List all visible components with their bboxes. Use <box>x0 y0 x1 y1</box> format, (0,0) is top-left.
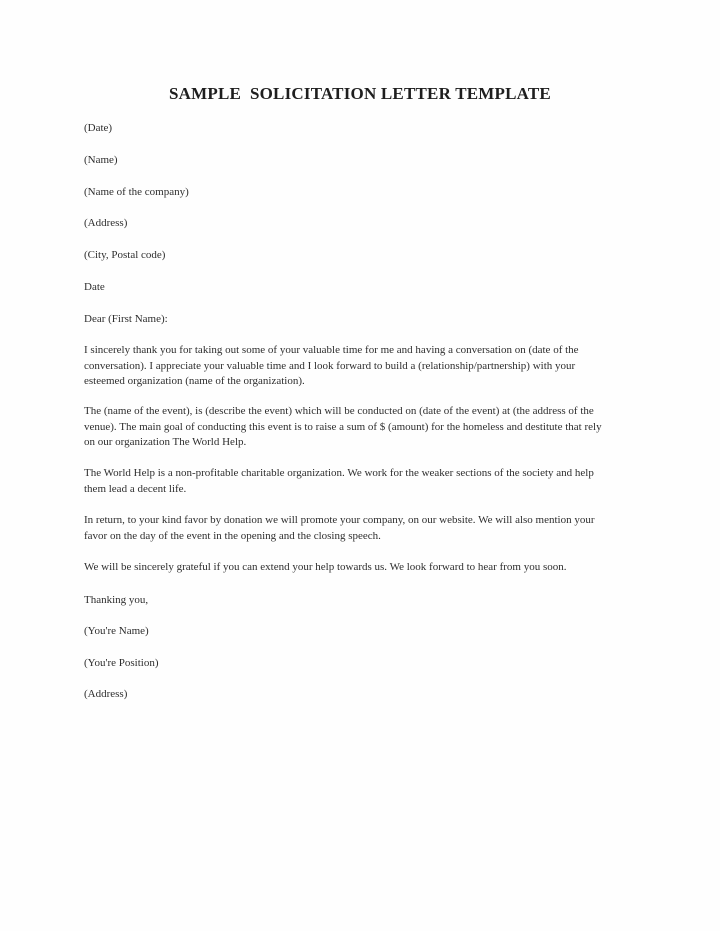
paragraph-organization <box>84 466 644 497</box>
paragraph-gratitude <box>84 560 644 576</box>
city-postal-placeholder: (City, Postal code) <box>84 249 166 261</box>
sender-position-placeholder: (You're Position) <box>84 657 159 669</box>
sender-address-placeholder: (Address) <box>84 688 128 700</box>
paragraph-line: favor on the day of the event in the opening and the closing speech. <box>84 529 381 542</box>
paragraph-line: I sincerely thank you for taking out some of your valuable time for me and having a conversation on (date of the <box>84 344 579 356</box>
paragraph-line: The (name of the event), is (describe the event) which will be conducted on (date of the event) at (the address of the <box>84 405 594 417</box>
paragraph-line: conversation). I appreciate your valuable time and I look forward to build a (relationship/partnership) with your <box>84 359 576 372</box>
recipient-name-placeholder: (Name) <box>84 154 118 166</box>
paragraph-line: We will be sincerely grateful if you can extend your help towards us. We look forward to hear from you soon. <box>84 561 567 573</box>
sender-name-placeholder: (You're Name) <box>84 625 149 637</box>
document-title: SAMPLE SOLICITATION LETTER TEMPLATE <box>169 84 551 103</box>
paragraph-event <box>84 404 644 451</box>
paragraph-line: In return, to your kind favor by donation we will promote your company, on our website. We will also mention your <box>84 514 595 526</box>
paragraph-line: esteemed organization (name of the organization). <box>84 375 305 387</box>
salutation: Dear (First Name): <box>84 313 168 325</box>
paragraph-line: The World Help is a non-profitable charitable organization. We work for the weaker sections of the society and help <box>84 467 594 479</box>
paragraph-line: on our organization The World Help. <box>84 436 247 448</box>
paragraph-line: them lead a decent life. <box>84 482 187 495</box>
paragraph-return-favor <box>84 513 644 544</box>
address-placeholder: (Address) <box>84 217 128 229</box>
paragraph-thanks <box>84 343 644 390</box>
date-line: Date <box>84 281 105 293</box>
paragraph-line: venue). The main goal of conducting this event is to raise a sum of $ (amount) for the homeless and destitute that rely <box>84 420 602 433</box>
date-placeholder: (Date) <box>84 122 113 134</box>
company-name-placeholder: (Name of the company) <box>84 186 189 198</box>
closing: Thanking you, <box>84 594 149 606</box>
